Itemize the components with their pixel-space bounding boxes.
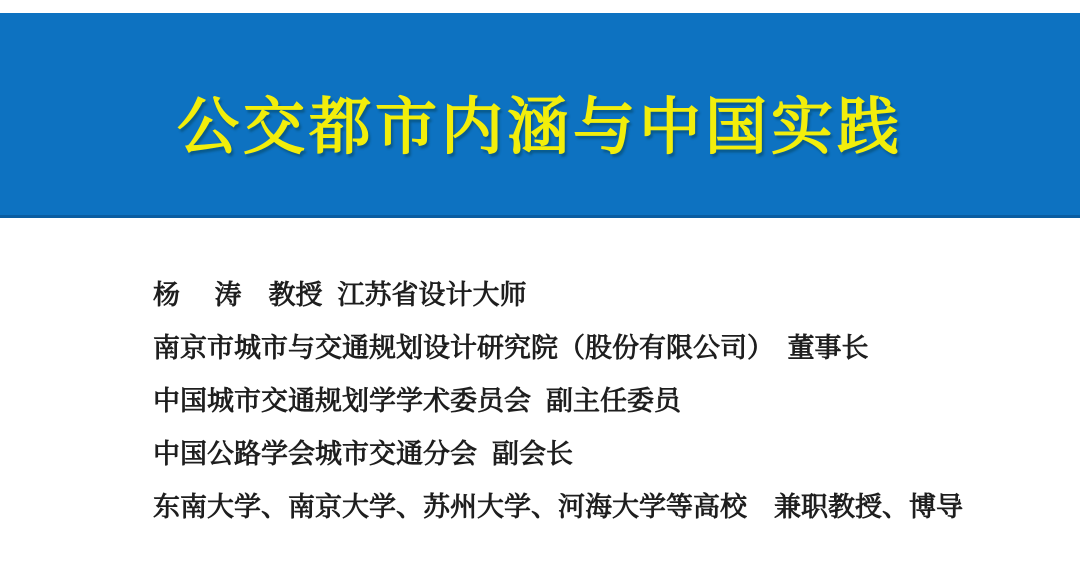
speaker-society-role-line: 中国公路学会城市交通分会 副会长 — [153, 439, 574, 469]
speaker-name-and-title-line: 杨 涛 教授 江苏省设计大师 — [153, 280, 527, 310]
speaker-university-role-line: 东南大学、南京大学、苏州大学、河海大学等高校 兼职教授、博导 — [153, 492, 963, 522]
speaker-info — [153, 269, 1053, 534]
speaker-company-role-line: 南京市城市与交通规划设计研究院（股份有限公司） 董事长 — [153, 333, 869, 363]
title-banner — [0, 13, 1080, 218]
speaker-committee-role-line: 中国城市交通规划学学术委员会 副主任委员 — [153, 386, 682, 416]
slide-title: 公交都市内涵与中国实践 — [176, 92, 903, 162]
